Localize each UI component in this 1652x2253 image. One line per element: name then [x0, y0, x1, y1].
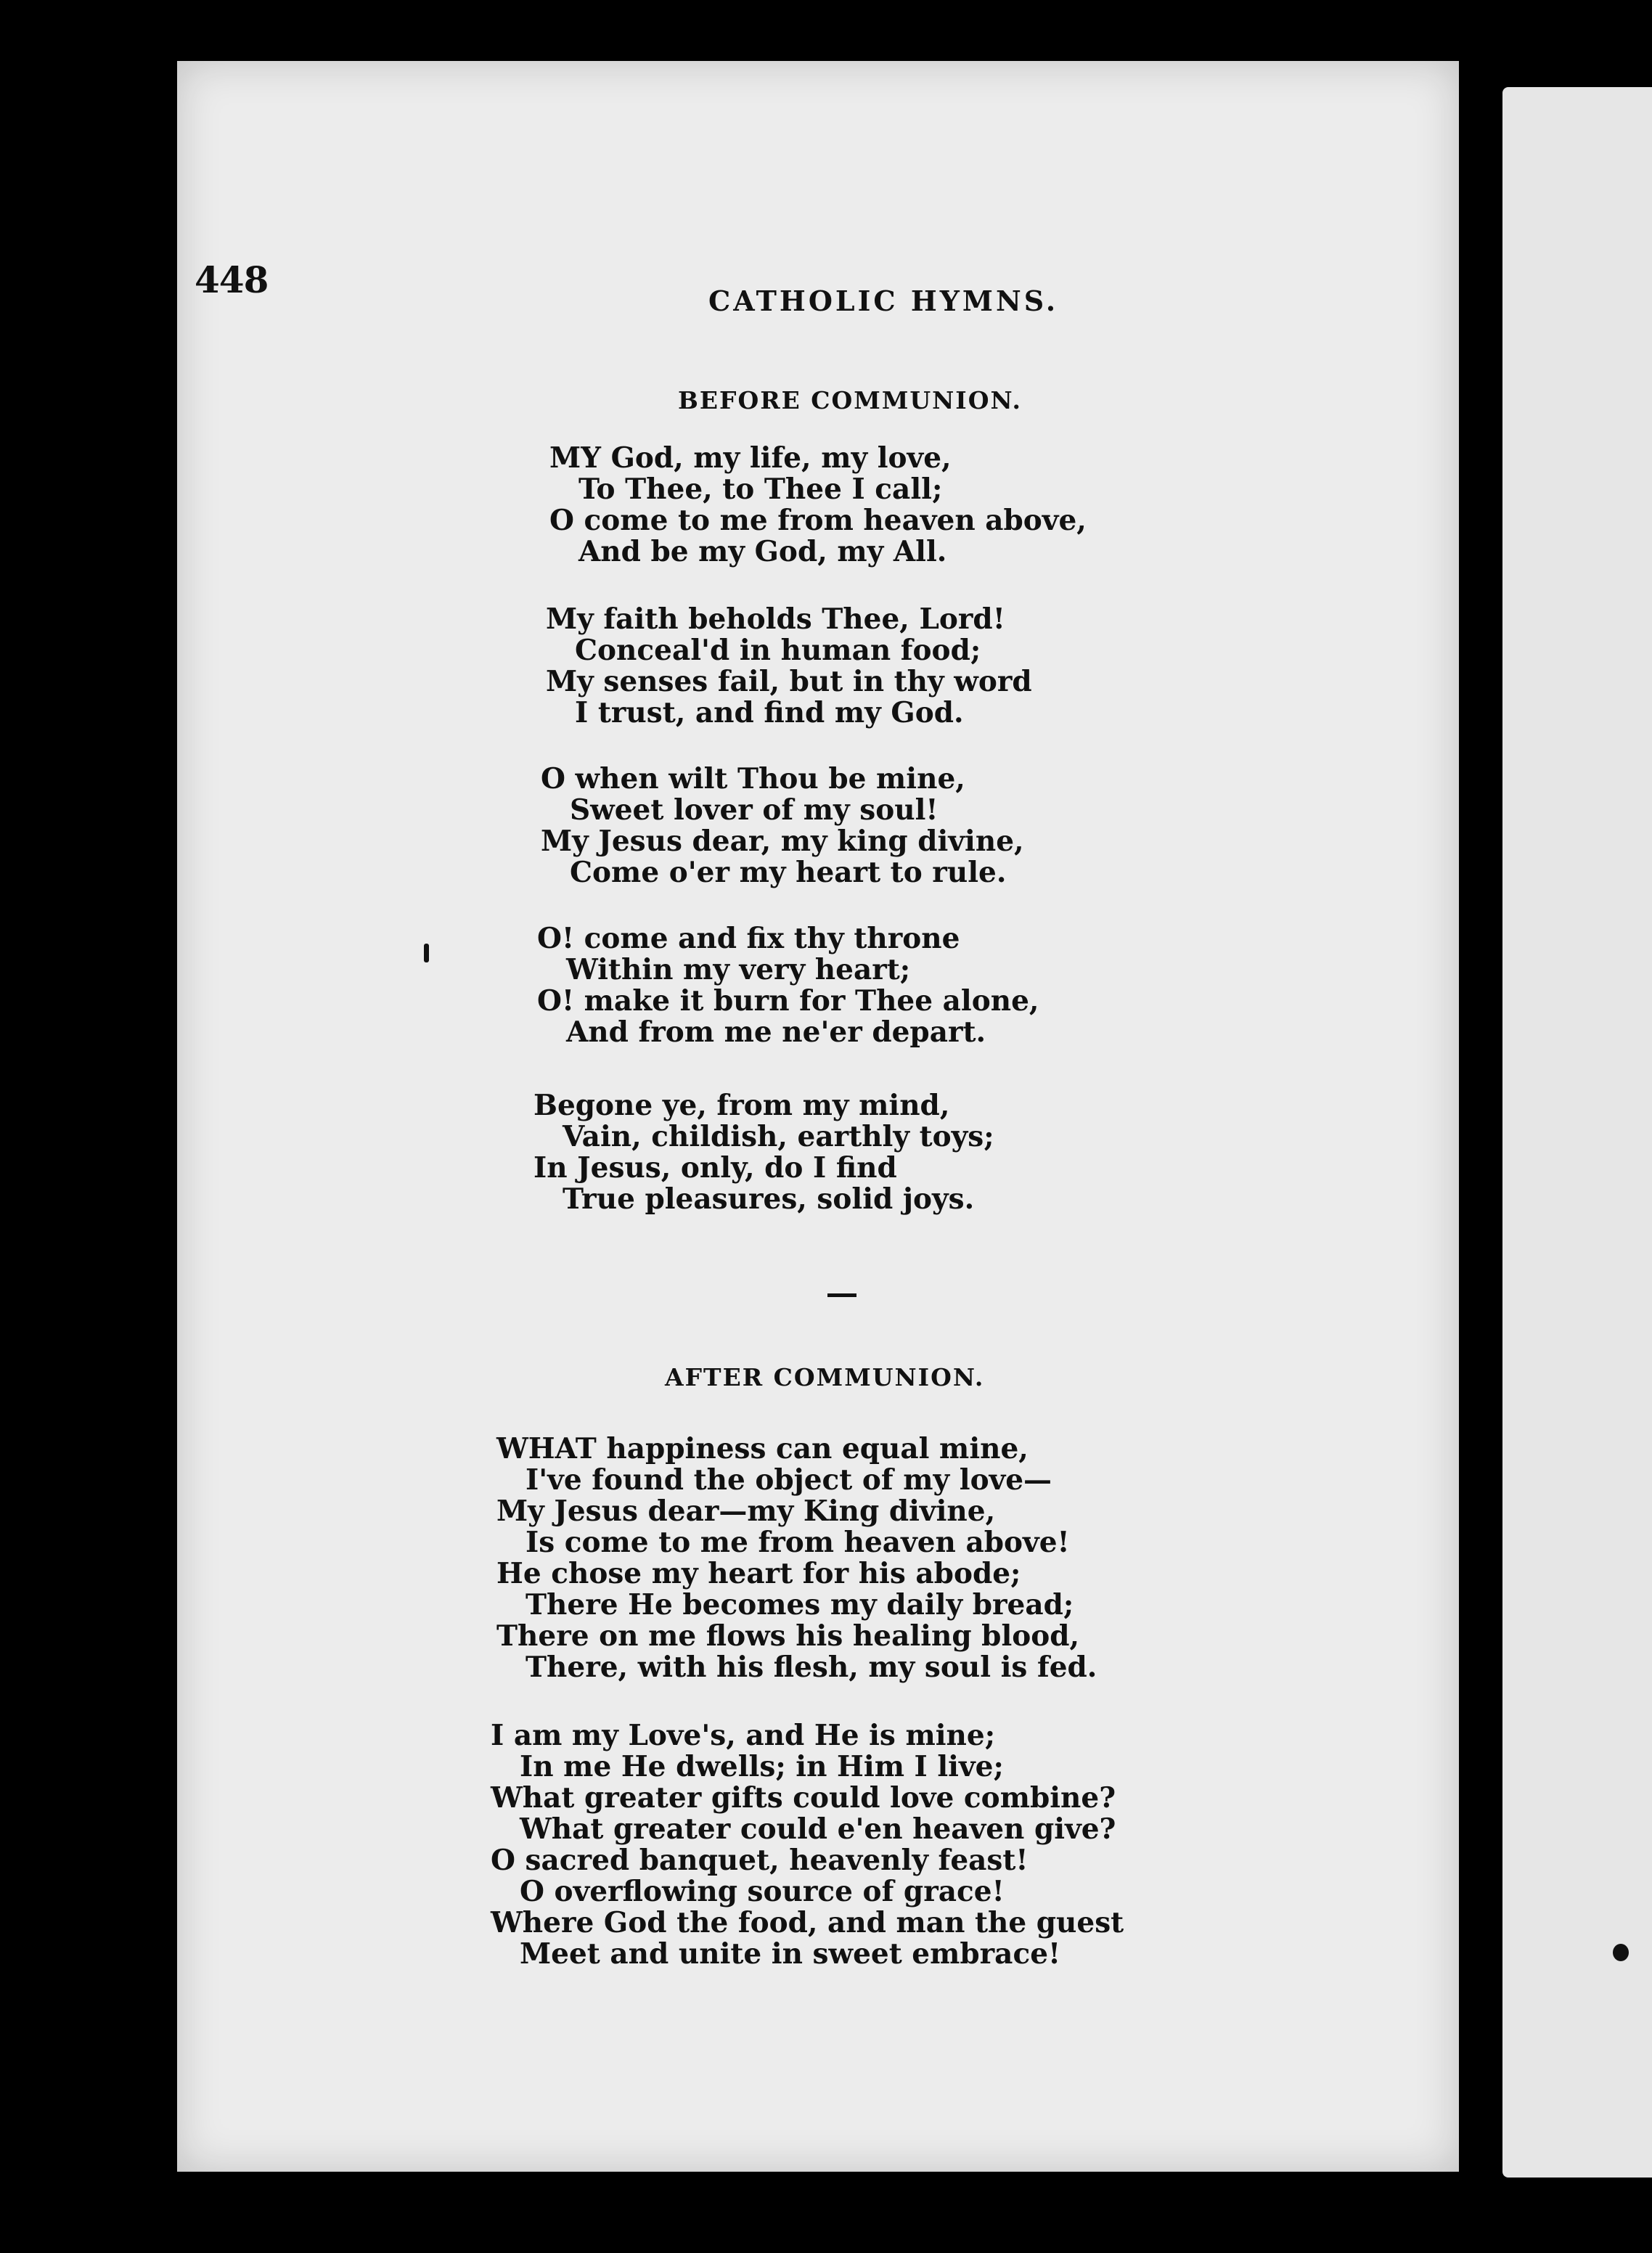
verse-line: MY God, my life, my love,	[549, 441, 952, 475]
verse-line: In Jesus, only, do I find	[533, 1151, 897, 1185]
stanza	[533, 1090, 994, 1215]
verse-line: True pleasures, solid joys.	[563, 1182, 975, 1216]
verse-line: Meet and unite in sweet embrace!	[520, 1937, 1061, 1971]
verse-line: O sacred banquet, heavenly feast!	[491, 1844, 1029, 1877]
hymn-title-after-communion: AFTER COMMUNION.	[665, 1363, 985, 1391]
verse-line: WHAT happiness can equal mine,	[496, 1432, 1029, 1465]
stanza	[549, 443, 1087, 568]
stanza	[546, 604, 1032, 729]
verse-line: Sweet lover of my soul!	[570, 793, 939, 827]
verse-line: I am my Love's, and He is mine;	[491, 1719, 996, 1752]
verse-line: Begone ye, from my mind,	[533, 1089, 950, 1122]
facing-page-edge	[1502, 87, 1652, 2178]
scan-speck	[1613, 1944, 1629, 1961]
verse-line: And from me ne'er depart.	[566, 1015, 986, 1049]
stanza	[496, 1434, 1097, 1683]
verse-line: Where God the food, and man the guest	[491, 1906, 1124, 1939]
section-divider	[827, 1293, 856, 1297]
verse-line: Is come to me from heaven above!	[526, 1526, 1070, 1559]
verse-line: There on me flows his healing blood,	[496, 1619, 1080, 1653]
verse-line: I trust, and find my God.	[575, 696, 964, 729]
verse-line: My Jesus dear, my king divine,	[541, 825, 1024, 858]
verse-line: There He becomes my daily bread;	[526, 1588, 1074, 1622]
verse-line: Conceal'd in human food;	[575, 634, 981, 667]
scan-speck	[424, 944, 429, 962]
verse-line: O overflowing source of grace!	[520, 1875, 1005, 1908]
verse-line: There, with his flesh, my soul is fed.	[526, 1651, 1097, 1684]
verse-line: To Thee, to Thee I call;	[578, 473, 943, 506]
verse-line: Within my very heart;	[566, 953, 911, 986]
verse-line: What greater gifts could love combine?	[491, 1781, 1116, 1815]
stanza	[491, 1720, 1124, 1970]
verse-line: Come o'er my heart to rule.	[570, 856, 1007, 889]
verse-line: O! make it burn for Thee alone,	[537, 984, 1039, 1018]
verse-line: O when wilt Thou be mine,	[541, 762, 965, 796]
stanza	[541, 764, 1024, 888]
verse-line: And be my God, my All.	[578, 535, 947, 568]
verse-line: Vain, childish, earthly toys;	[563, 1120, 994, 1153]
stanza	[537, 923, 1039, 1048]
verse-line: My faith beholds Thee, Lord!	[546, 602, 1005, 636]
running-head: CATHOLIC HYMNS.	[708, 285, 1059, 317]
verse-line: O come to me from heaven above,	[549, 504, 1087, 537]
verse-line: What greater could e'en heaven give?	[520, 1812, 1116, 1846]
page-number: 448	[195, 258, 269, 301]
verse-line: In me He dwells; in Him I live;	[520, 1750, 1004, 1783]
verse-line: My Jesus dear—my King divine,	[496, 1494, 996, 1528]
verse-line: O! come and fix thy throne	[537, 922, 960, 955]
hymn-title-before-communion: BEFORE COMMUNION.	[678, 386, 1023, 414]
verse-line: My senses fail, but in thy word	[546, 665, 1032, 698]
verse-line: He chose my heart for his abode;	[496, 1557, 1021, 1590]
verse-line: I've found the object of my love—	[526, 1463, 1052, 1497]
